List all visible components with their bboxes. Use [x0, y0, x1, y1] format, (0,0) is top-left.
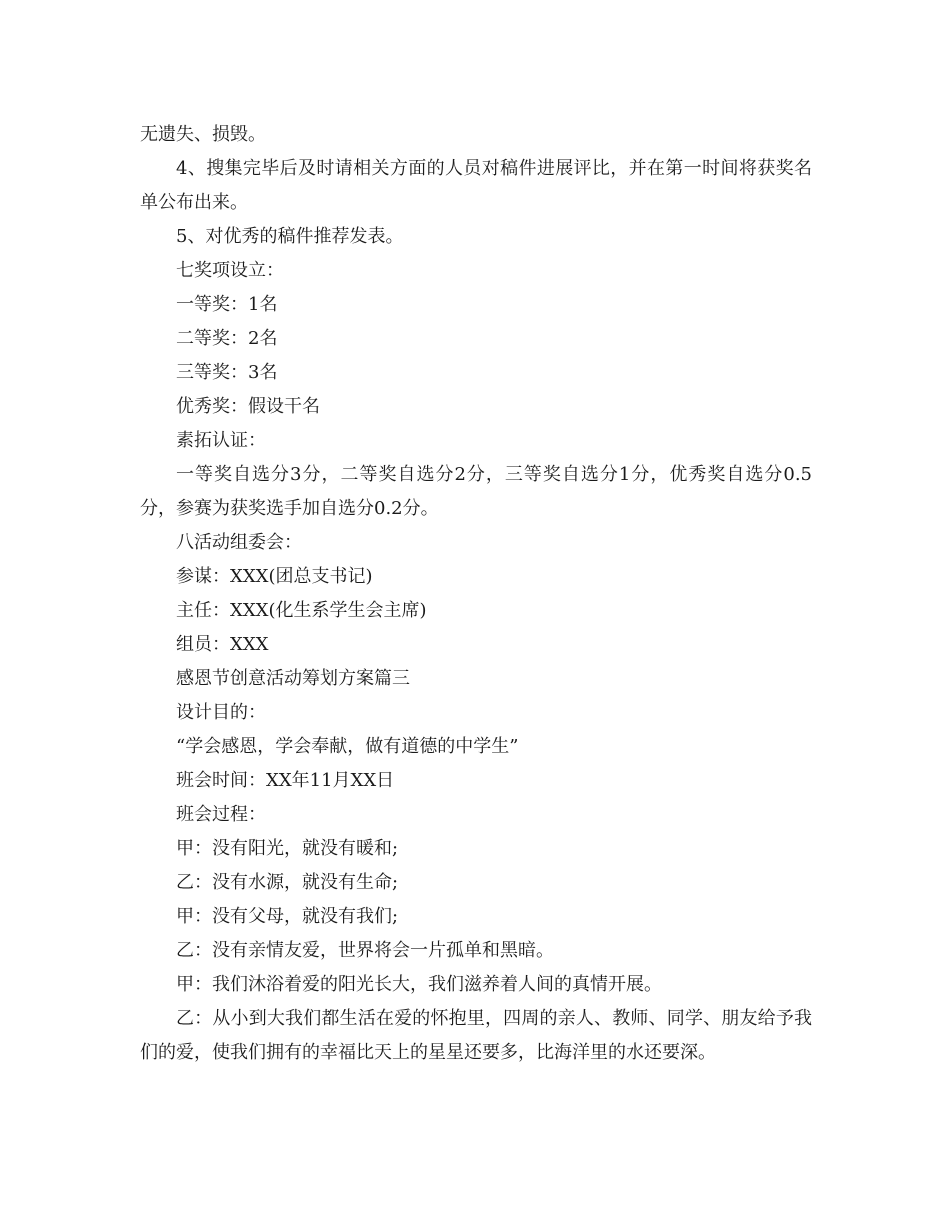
- dialogue-line: 甲：没有阳光，就没有暖和;: [176, 838, 399, 859]
- paragraph: 设计目的：: [176, 702, 266, 723]
- paragraph: 优秀奖：假设干名: [176, 396, 320, 417]
- paragraph: 班会时间：XX年11月XX日: [176, 770, 395, 791]
- paragraph: “学会感恩，学会奉献，做有道德的中学生”: [176, 736, 519, 757]
- paragraph: 主任：XXX(化生系学生会主席): [176, 600, 427, 621]
- dialogue-line: 乙：没有水源，就没有生命;: [176, 872, 399, 893]
- paragraph: 4、搜集完毕后及时请相关方面的人员对稿件进展评比，并在第一时间将获奖名单公布出来。: [140, 158, 812, 213]
- paragraph: 参谋：XXX(团总支书记): [176, 566, 373, 587]
- paragraph: 素拓认证：: [176, 430, 266, 451]
- paragraph: 5、对优秀的稿件推荐发表。: [176, 226, 404, 247]
- dialogue-line: 乙：从小到大我们都生活在爱的怀抱里，四周的亲人、教师、同学、朋友给予我们的爱，使我们拥有的幸福比天上的星星还要多，比海洋里的水还要深。: [140, 1008, 812, 1063]
- paragraph: 三等奖：3名: [176, 362, 278, 383]
- dialogue-line: 甲：没有父母，就没有我们;: [176, 906, 399, 927]
- paragraph: 班会过程：: [176, 804, 266, 825]
- dialogue-line: 乙：没有亲情友爱，世界将会一片孤单和黑暗。: [176, 940, 554, 961]
- section-heading: 八活动组委会：: [176, 532, 302, 553]
- paragraph: 一等奖：1名: [176, 294, 278, 315]
- paragraph: 组员：XXX: [176, 634, 269, 655]
- section-heading: 感恩节创意活动筹划方案篇三: [176, 668, 410, 689]
- paragraph: 无遗失、损毁。: [140, 124, 266, 145]
- paragraph: 二等奖：2名: [176, 328, 278, 349]
- document-body: [140, 118, 812, 1070]
- section-heading: 七奖项设立：: [176, 260, 284, 281]
- dialogue-line: 甲：我们沐浴着爱的阳光长大，我们滋养着人间的真情开展。: [176, 974, 662, 995]
- paragraph: 一等奖自选分3分，二等奖自选分2分，三等奖自选分1分，优秀奖自选分0.5分，参赛为获奖选手加自选分0.2分。: [140, 464, 812, 519]
